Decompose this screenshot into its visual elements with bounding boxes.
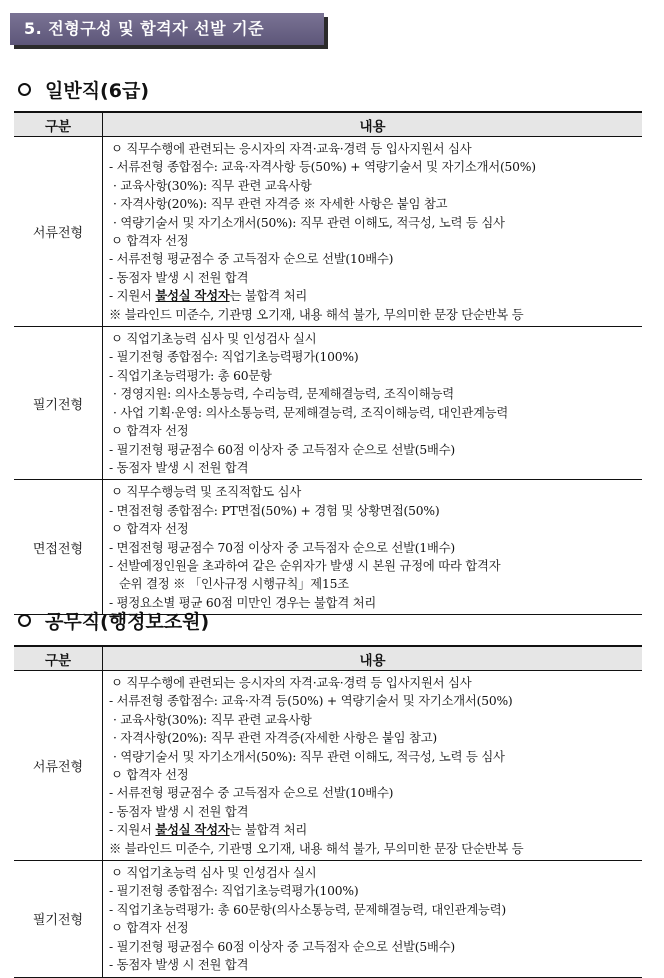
- line-text: - 동점자 발생 시 전원 합격: [109, 460, 249, 475]
- table-row: [14, 137, 642, 327]
- column-header-category: 구분: [14, 112, 103, 137]
- circle-bullet-icon: [18, 614, 31, 627]
- line-text-after: 는 불합격 처리: [229, 289, 308, 304]
- line-text: · 교육사항(30%): 직무 관련 교육사항: [113, 712, 312, 727]
- line-text: - 직업기초능력평가: 총 60문항(의사소통능력, 문제해결능력, 대인관계능력): [109, 902, 506, 917]
- line-text: - 서류전형 평균점수 중 고득점자 순으로 선발(10배수): [109, 252, 394, 267]
- content-line: [109, 441, 638, 459]
- content-line: [109, 459, 638, 477]
- line-text: · 자격사항(20%): 직무 관련 자격증 ※ 자세한 사항은 붙임 참고: [113, 197, 448, 212]
- section-heading-public: [18, 607, 209, 634]
- column-header-content: 내용: [103, 112, 643, 137]
- content-line: [109, 575, 638, 593]
- line-text: 순위 결정 ※ 「인사규정 시행규칙」제15조: [119, 577, 349, 592]
- content-line: [109, 938, 638, 956]
- content-line: [109, 330, 638, 348]
- content-line: [109, 821, 638, 839]
- content-line: [109, 748, 638, 766]
- column-header-content: 내용: [103, 646, 643, 671]
- table-header-row: [14, 646, 642, 671]
- table-header-row: [14, 112, 642, 137]
- table-row: [14, 671, 642, 861]
- line-text: · 역량기술서 및 자기소개서(50%): 직무 관련 이해도, 적극성, 노력 등 심사: [113, 215, 505, 230]
- line-text: ㅇ 직무수행에 관련되는 응시자의 자격·교육·경력 등 입사지원서 심사: [111, 142, 472, 156]
- content-line: [109, 692, 638, 710]
- line-text: - 서류전형 종합점수: 교육·자격사항 등(50%) + 역량기술서 및 자기소개서(50%): [109, 160, 536, 175]
- row-category: 서류전형: [14, 671, 103, 861]
- line-text: ㅇ 직무수행에 관련되는 응시자의 자격·교육·경력 등 입사지원서 심사: [111, 676, 472, 690]
- content-line: [109, 864, 638, 882]
- line-text: - 필기전형 평균점수 60점 이상자 중 고득점자 순으로 선발(5배수): [109, 939, 455, 954]
- line-text: ※ 블라인드 미준수, 기관명 오기재, 내용 해석 불가, 무의미한 문장 단순반복 등: [109, 307, 524, 322]
- row-content: [103, 480, 643, 615]
- content-line: [109, 539, 638, 557]
- row-category: 면접전형: [14, 480, 103, 615]
- content-line: [109, 557, 638, 575]
- line-text: · 사업 기획·운영: 의사소통능력, 문제해결능력, 조직이해능력, 대인관계능력: [113, 405, 509, 420]
- line-text: ※ 블라인드 미준수, 기관명 오기재, 내용 해석 불가, 무의미한 문장 단순반복 등: [109, 841, 524, 856]
- line-text: - 필기전형 종합점수: 직업기초능력평가(100%): [109, 350, 359, 365]
- content-line: [109, 177, 638, 195]
- line-text: - 동점자 발생 시 전원 합격: [109, 804, 249, 819]
- content-line: [109, 306, 638, 324]
- content-line: [109, 348, 638, 366]
- content-line: [109, 214, 638, 232]
- row-category: 필기전형: [14, 327, 103, 480]
- line-text: - 지원서: [109, 823, 156, 838]
- table-row: [14, 861, 642, 977]
- content-line: [109, 784, 638, 802]
- content-line: [109, 385, 638, 403]
- line-text: - 동점자 발생 시 전원 합격: [109, 958, 249, 973]
- content-line: [109, 287, 638, 305]
- circle-bullet-icon: [18, 83, 31, 96]
- row-content: [103, 671, 643, 861]
- line-text: - 지원서: [109, 289, 156, 304]
- column-header-category: 구분: [14, 646, 103, 671]
- line-text: ㅇ 합격자 선정: [111, 522, 189, 537]
- line-text: - 필기전형 종합점수: 직업기초능력평가(100%): [109, 884, 359, 899]
- line-text: · 자격사항(20%): 직무 관련 자격증(자세한 사항은 붙임 참고): [113, 731, 437, 746]
- line-text: ㅇ 직무수행능력 및 조직적합도 심사: [111, 485, 302, 500]
- content-line: [109, 840, 638, 858]
- line-text: - 면접전형 평균점수 70점 이상자 중 고득점자 순으로 선발(1배수): [109, 540, 455, 555]
- line-text: ㅇ 합격자 선정: [111, 921, 189, 936]
- criteria-table-general: [14, 111, 642, 615]
- section-title-bar: [10, 13, 328, 49]
- section-heading-text: 공무직(행정보조원): [45, 611, 210, 633]
- line-text: - 서류전형 평균점수 중 고득점자 순으로 선발(10배수): [109, 786, 394, 801]
- content-line: [109, 919, 638, 937]
- content-line: [109, 803, 638, 821]
- line-text: - 직업기초능력평가: 총 60문항: [109, 368, 272, 383]
- row-content: [103, 327, 643, 480]
- content-line: [109, 956, 638, 974]
- row-category: 서류전형: [14, 137, 103, 327]
- line-text: - 필기전형 평균점수 60점 이상자 중 고득점자 순으로 선발(5배수): [109, 442, 455, 457]
- line-text: - 평정요소별 평균 60점 미만인 경우는 불합격 처리: [109, 595, 377, 610]
- line-text: · 교육사항(30%): 직무 관련 교육사항: [113, 178, 312, 193]
- line-text: - 면접전형 종합점수: PT면접(50%) + 경험 및 상황면접(50%): [109, 503, 440, 518]
- content-line: [109, 502, 638, 520]
- page-title: 5. 전형구성 및 합격자 선발 기준: [10, 13, 324, 45]
- line-text: · 경영지원: 의사소통능력, 수리능력, 문제해결능력, 조직이해능력: [113, 387, 454, 402]
- section-heading-text: 일반직(6급): [45, 80, 150, 102]
- content-line: [109, 269, 638, 287]
- content-line: [109, 882, 638, 900]
- line-text: - 동점자 발생 시 전원 합격: [109, 270, 249, 285]
- line-text: - 서류전형 종합점수: 교육·자격 등(50%) + 역량기술서 및 자기소개서(50%): [109, 694, 513, 709]
- content-line: [109, 729, 638, 747]
- line-text: ㅇ 직업기초능력 심사 및 인성검사 실시: [111, 332, 317, 347]
- content-line: [109, 711, 638, 729]
- content-line: [109, 520, 638, 538]
- line-text-after: 는 불합격 처리: [229, 823, 308, 838]
- highlight-text: 불성실 작성자: [155, 288, 230, 304]
- row-content: [103, 861, 643, 977]
- content-line: [109, 195, 638, 213]
- content-line: [109, 901, 638, 919]
- line-text: ㅇ 직업기초능력 심사 및 인성검사 실시: [111, 866, 317, 881]
- section-heading-general: [18, 76, 149, 103]
- line-text: ㅇ 합격자 선정: [111, 768, 189, 783]
- line-text: ㅇ 합격자 선정: [111, 424, 189, 439]
- row-content: [103, 137, 643, 327]
- content-line: [109, 158, 638, 176]
- table-row: [14, 327, 642, 480]
- content-line: [109, 483, 638, 501]
- line-text: ㅇ 합격자 선정: [111, 234, 189, 249]
- table-row: [14, 480, 642, 615]
- content-line: [109, 766, 638, 784]
- content-line: [109, 140, 638, 158]
- content-line: [109, 422, 638, 440]
- line-text: · 역량기술서 및 자기소개서(50%): 직무 관련 이해도, 적극성, 노력 등 심사: [113, 749, 505, 764]
- criteria-table-public: [14, 645, 642, 978]
- content-line: [109, 250, 638, 268]
- content-line: [109, 367, 638, 385]
- content-line: [109, 674, 638, 692]
- row-category: 필기전형: [14, 861, 103, 977]
- content-line: [109, 404, 638, 422]
- content-line: [109, 232, 638, 250]
- line-text: - 선발예정인원을 초과하여 같은 순위자가 발생 시 본원 규정에 따라 합격자: [109, 558, 501, 573]
- highlight-text: 불성실 작성자: [155, 822, 230, 838]
